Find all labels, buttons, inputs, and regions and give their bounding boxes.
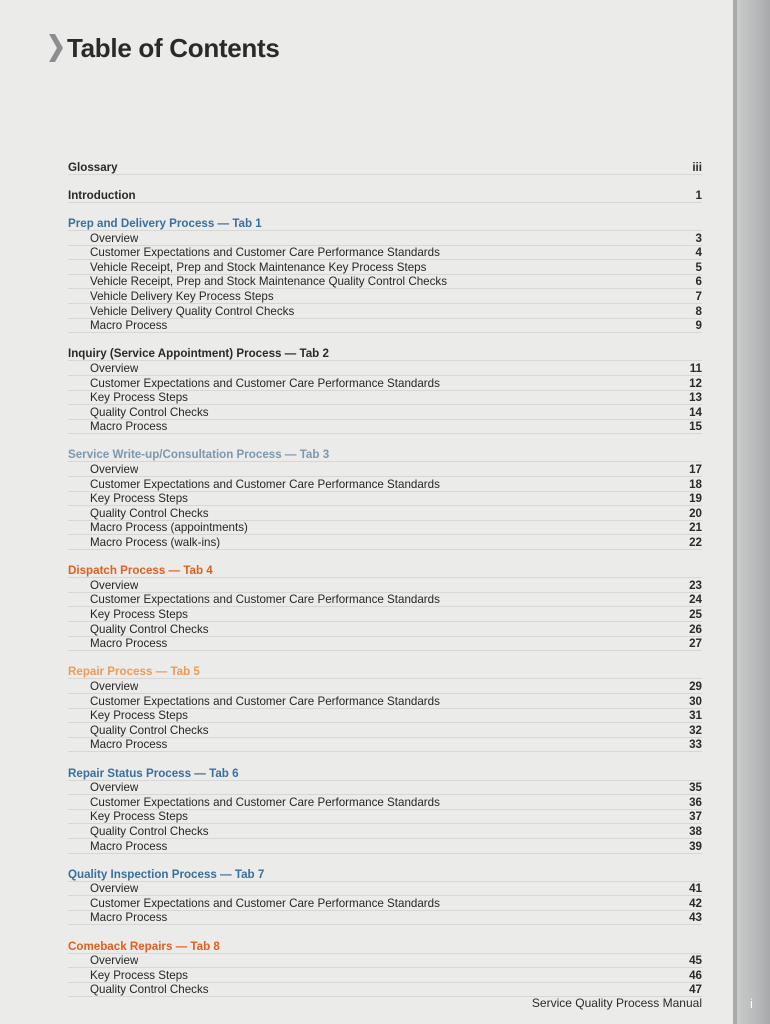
toc-entry[interactable]: [68, 391, 702, 406]
toc-page-number: 20: [689, 506, 702, 520]
toc-entry-label: Quality Control Checks: [90, 405, 209, 419]
toc-page-number: 6: [695, 275, 702, 289]
toc-page-number: 25: [689, 608, 702, 621]
toc-page-number: 29: [689, 679, 702, 693]
toc-page-number: 26: [689, 622, 702, 636]
section-gap: [68, 333, 702, 347]
toc-entry-label: Quality Control Checks: [90, 723, 209, 737]
toc-entry-label: Quality Control Checks: [90, 983, 209, 997]
toc-entry[interactable]: [68, 376, 702, 391]
toc-section-label: Inquiry (Service Appointment) Process — Tab 2: [68, 347, 329, 361]
toc-entry[interactable]: [68, 492, 702, 507]
toc-page-number: 45: [689, 954, 702, 968]
toc-entry-label: Macro Process: [90, 637, 168, 651]
section-gap: [68, 854, 702, 868]
toc-page-number: 37: [689, 810, 702, 824]
section-gap: [68, 752, 702, 766]
chevron-right-icon: [47, 34, 63, 62]
toc-entry[interactable]: [68, 795, 702, 810]
footer-manual-title: Service Quality Process Manual: [531, 996, 702, 1010]
toc-page-number: 12: [689, 376, 702, 390]
toc-entry[interactable]: [68, 637, 702, 652]
section-gap: [68, 925, 702, 939]
toc-entry[interactable]: [68, 319, 702, 334]
toc-entry[interactable]: [68, 231, 702, 246]
toc-entry[interactable]: [68, 839, 702, 854]
toc-entry-label: Key Process Steps: [90, 968, 188, 982]
toc-page-number: 42: [689, 896, 702, 910]
toc-entry[interactable]: [68, 361, 702, 376]
toc-page-number: 11: [689, 361, 702, 375]
toc-section-heading[interactable]: [68, 665, 702, 680]
toc-section-label: Service Write-up/Consultation Process — Tab 3: [68, 448, 330, 462]
toc-entry[interactable]: [68, 593, 702, 608]
toc-page-number: 4: [695, 246, 702, 260]
toc-page-number: 35: [689, 781, 702, 795]
toc-entry[interactable]: [68, 506, 702, 521]
toc-entry[interactable]: [68, 275, 702, 290]
toc-entry-label: Macro Process: [90, 839, 168, 853]
toc-entry-label: Customer Expectations and Customer Care Performance Standards: [90, 896, 440, 910]
toc-section-label: Repair Process — Tab 5: [68, 665, 200, 679]
toc-entry-label: Macro Process (appointments): [90, 521, 248, 535]
page-number: i: [750, 996, 753, 1011]
toc-entry-label: Quality Control Checks: [90, 506, 209, 520]
toc-page-number: 22: [689, 536, 702, 550]
toc-entry-label: Vehicle Delivery Key Process Steps: [90, 289, 274, 303]
toc-page-number: 23: [689, 578, 702, 592]
toc-entry-label: Key Process Steps: [90, 810, 188, 824]
toc-section-label: Comeback Repairs — Tab 8: [68, 939, 220, 953]
toc-page-number: 38: [689, 824, 702, 838]
toc-page-number: 3: [695, 231, 702, 245]
toc-entry[interactable]: [68, 462, 702, 477]
toc-page-number: 46: [689, 968, 702, 982]
toc-entry-label: Macro Process: [90, 420, 168, 434]
toc-entry[interactable]: [68, 896, 702, 911]
toc-entry[interactable]: [68, 694, 702, 709]
toc-entry[interactable]: [68, 911, 702, 926]
toc-entry[interactable]: [68, 578, 702, 593]
toc-entry-label: Macro Process: [90, 738, 168, 752]
toc-entry[interactable]: [68, 405, 702, 420]
section-gap: [68, 651, 702, 665]
toc-page-number: 39: [689, 839, 702, 853]
toc-page-number: 36: [689, 795, 702, 809]
toc-entry-label: Customer Expectations and Customer Care Performance Standards: [90, 593, 440, 607]
toc-entry-label: Customer Expectations and Customer Care Performance Standards: [90, 694, 440, 708]
toc-entry[interactable]: [68, 289, 702, 304]
toc-entry-label: Overview: [90, 578, 139, 592]
toc-section-label: Introduction: [68, 188, 136, 202]
toc-page-number: 9: [695, 319, 702, 333]
toc-entry-label: Key Process Steps: [90, 391, 188, 405]
toc-page-number: 18: [689, 477, 702, 491]
toc-entry-label: Overview: [90, 463, 139, 477]
page-title: Table of Contents: [67, 33, 280, 63]
toc-page-number: 5: [695, 260, 702, 274]
toc-entry[interactable]: [68, 954, 702, 969]
toc-entry-label: Customer Expectations and Customer Care Performance Standards: [90, 246, 440, 260]
toc-entry[interactable]: [68, 781, 702, 796]
toc-section-heading[interactable]: [68, 564, 702, 579]
toc-entry-label: Key Process Steps: [90, 709, 188, 723]
toc-entry[interactable]: [68, 246, 702, 261]
table-of-contents: [68, 160, 702, 997]
toc-entry-label: Key Process Steps: [90, 608, 188, 621]
toc-entry-label: Vehicle Receipt, Prep and Stock Maintenance Key Process Steps: [90, 260, 427, 274]
toc-entry-label: Macro Process: [90, 319, 168, 333]
toc-page-number: 43: [689, 911, 702, 925]
toc-page-number: 47: [689, 983, 702, 997]
toc-entry-label: Macro Process (walk-ins): [90, 536, 221, 550]
toc-page-number: 14: [689, 405, 702, 419]
toc-page-number: 24: [689, 593, 702, 607]
toc-entry-label: Customer Expectations and Customer Care Performance Standards: [90, 376, 440, 390]
toc-entry[interactable]: [68, 810, 702, 825]
section-gap: [68, 550, 702, 564]
toc-entry[interactable]: [68, 738, 702, 753]
toc-entry-label: Customer Expectations and Customer Care Performance Standards: [90, 795, 440, 809]
toc-entry[interactable]: [68, 607, 702, 622]
toc-page-number: 19: [689, 492, 702, 506]
toc-page-number: 32: [689, 723, 702, 737]
toc-page-number: 33: [689, 738, 702, 752]
toc-page-number: 30: [689, 694, 702, 708]
toc-entry[interactable]: [68, 304, 702, 319]
toc-entry-label: Customer Expectations and Customer Care Performance Standards: [90, 477, 440, 491]
toc-page-number: 27: [689, 637, 702, 651]
toc-section-heading[interactable]: [68, 448, 702, 463]
toc-page-number: 13: [689, 391, 702, 405]
toc-page-number: iii: [692, 160, 702, 174]
toc-section-heading[interactable]: [68, 867, 702, 882]
toc-entry[interactable]: [68, 824, 702, 839]
toc-entry-label: Quality Control Checks: [90, 622, 209, 636]
toc-page-number: 41: [689, 882, 702, 896]
toc-entry[interactable]: [68, 882, 702, 897]
toc-section-heading[interactable]: [68, 188, 702, 203]
toc-entry[interactable]: [68, 968, 702, 983]
toc-section-heading[interactable]: [68, 216, 702, 231]
toc-entry[interactable]: [68, 709, 702, 724]
toc-section-label: Quality Inspection Process — Tab 7: [68, 867, 265, 881]
toc-entry-label: Overview: [90, 361, 139, 375]
toc-page-number: 8: [695, 304, 702, 318]
toc-page-number: 21: [689, 521, 702, 535]
toc-section-label: Prep and Delivery Process — Tab 1: [68, 216, 262, 230]
section-gap: [68, 434, 702, 448]
toc-section-heading[interactable]: [68, 347, 702, 362]
toc-entry-label: Overview: [90, 679, 139, 693]
toc-page-number: 31: [689, 709, 702, 723]
toc-entry[interactable]: [68, 260, 702, 275]
toc-page-number: 15: [689, 420, 702, 434]
section-gap: [68, 175, 702, 189]
toc-entry-label: Vehicle Receipt, Prep and Stock Maintenance Quality Control Checks: [90, 275, 448, 289]
toc-entry[interactable]: [68, 535, 702, 550]
toc-section-label: Repair Status Process — Tab 6: [68, 766, 239, 780]
section-gap: [68, 203, 702, 217]
toc-entry-label: Vehicle Delivery Quality Control Checks: [90, 304, 295, 318]
toc-section-heading[interactable]: [68, 160, 702, 175]
side-tab-strip: [733, 0, 770, 1024]
toc-entry[interactable]: [68, 420, 702, 435]
toc-page-number: 1: [695, 188, 702, 202]
toc-section-label: Dispatch Process — Tab 4: [68, 564, 213, 578]
toc-entry-label: Key Process Steps: [90, 492, 188, 506]
toc-section-label: Glossary: [68, 160, 118, 174]
toc-section-heading[interactable]: [68, 766, 702, 781]
toc-entry-label: Quality Control Checks: [90, 824, 209, 838]
toc-entry-label: Overview: [90, 882, 139, 896]
toc-entry[interactable]: [68, 622, 702, 637]
toc-entry-label: Overview: [90, 231, 139, 245]
toc-section-heading[interactable]: [68, 939, 702, 954]
toc-entry-label: Overview: [90, 781, 139, 795]
toc-entry[interactable]: [68, 521, 702, 536]
toc-entry[interactable]: [68, 477, 702, 492]
toc-entry-label: Overview: [90, 954, 139, 968]
toc-page-number: 7: [695, 289, 702, 303]
toc-entry[interactable]: [68, 723, 702, 738]
toc-page-number: 17: [689, 463, 702, 477]
toc-entry-label: Macro Process: [90, 911, 168, 925]
toc-entry[interactable]: [68, 679, 702, 694]
